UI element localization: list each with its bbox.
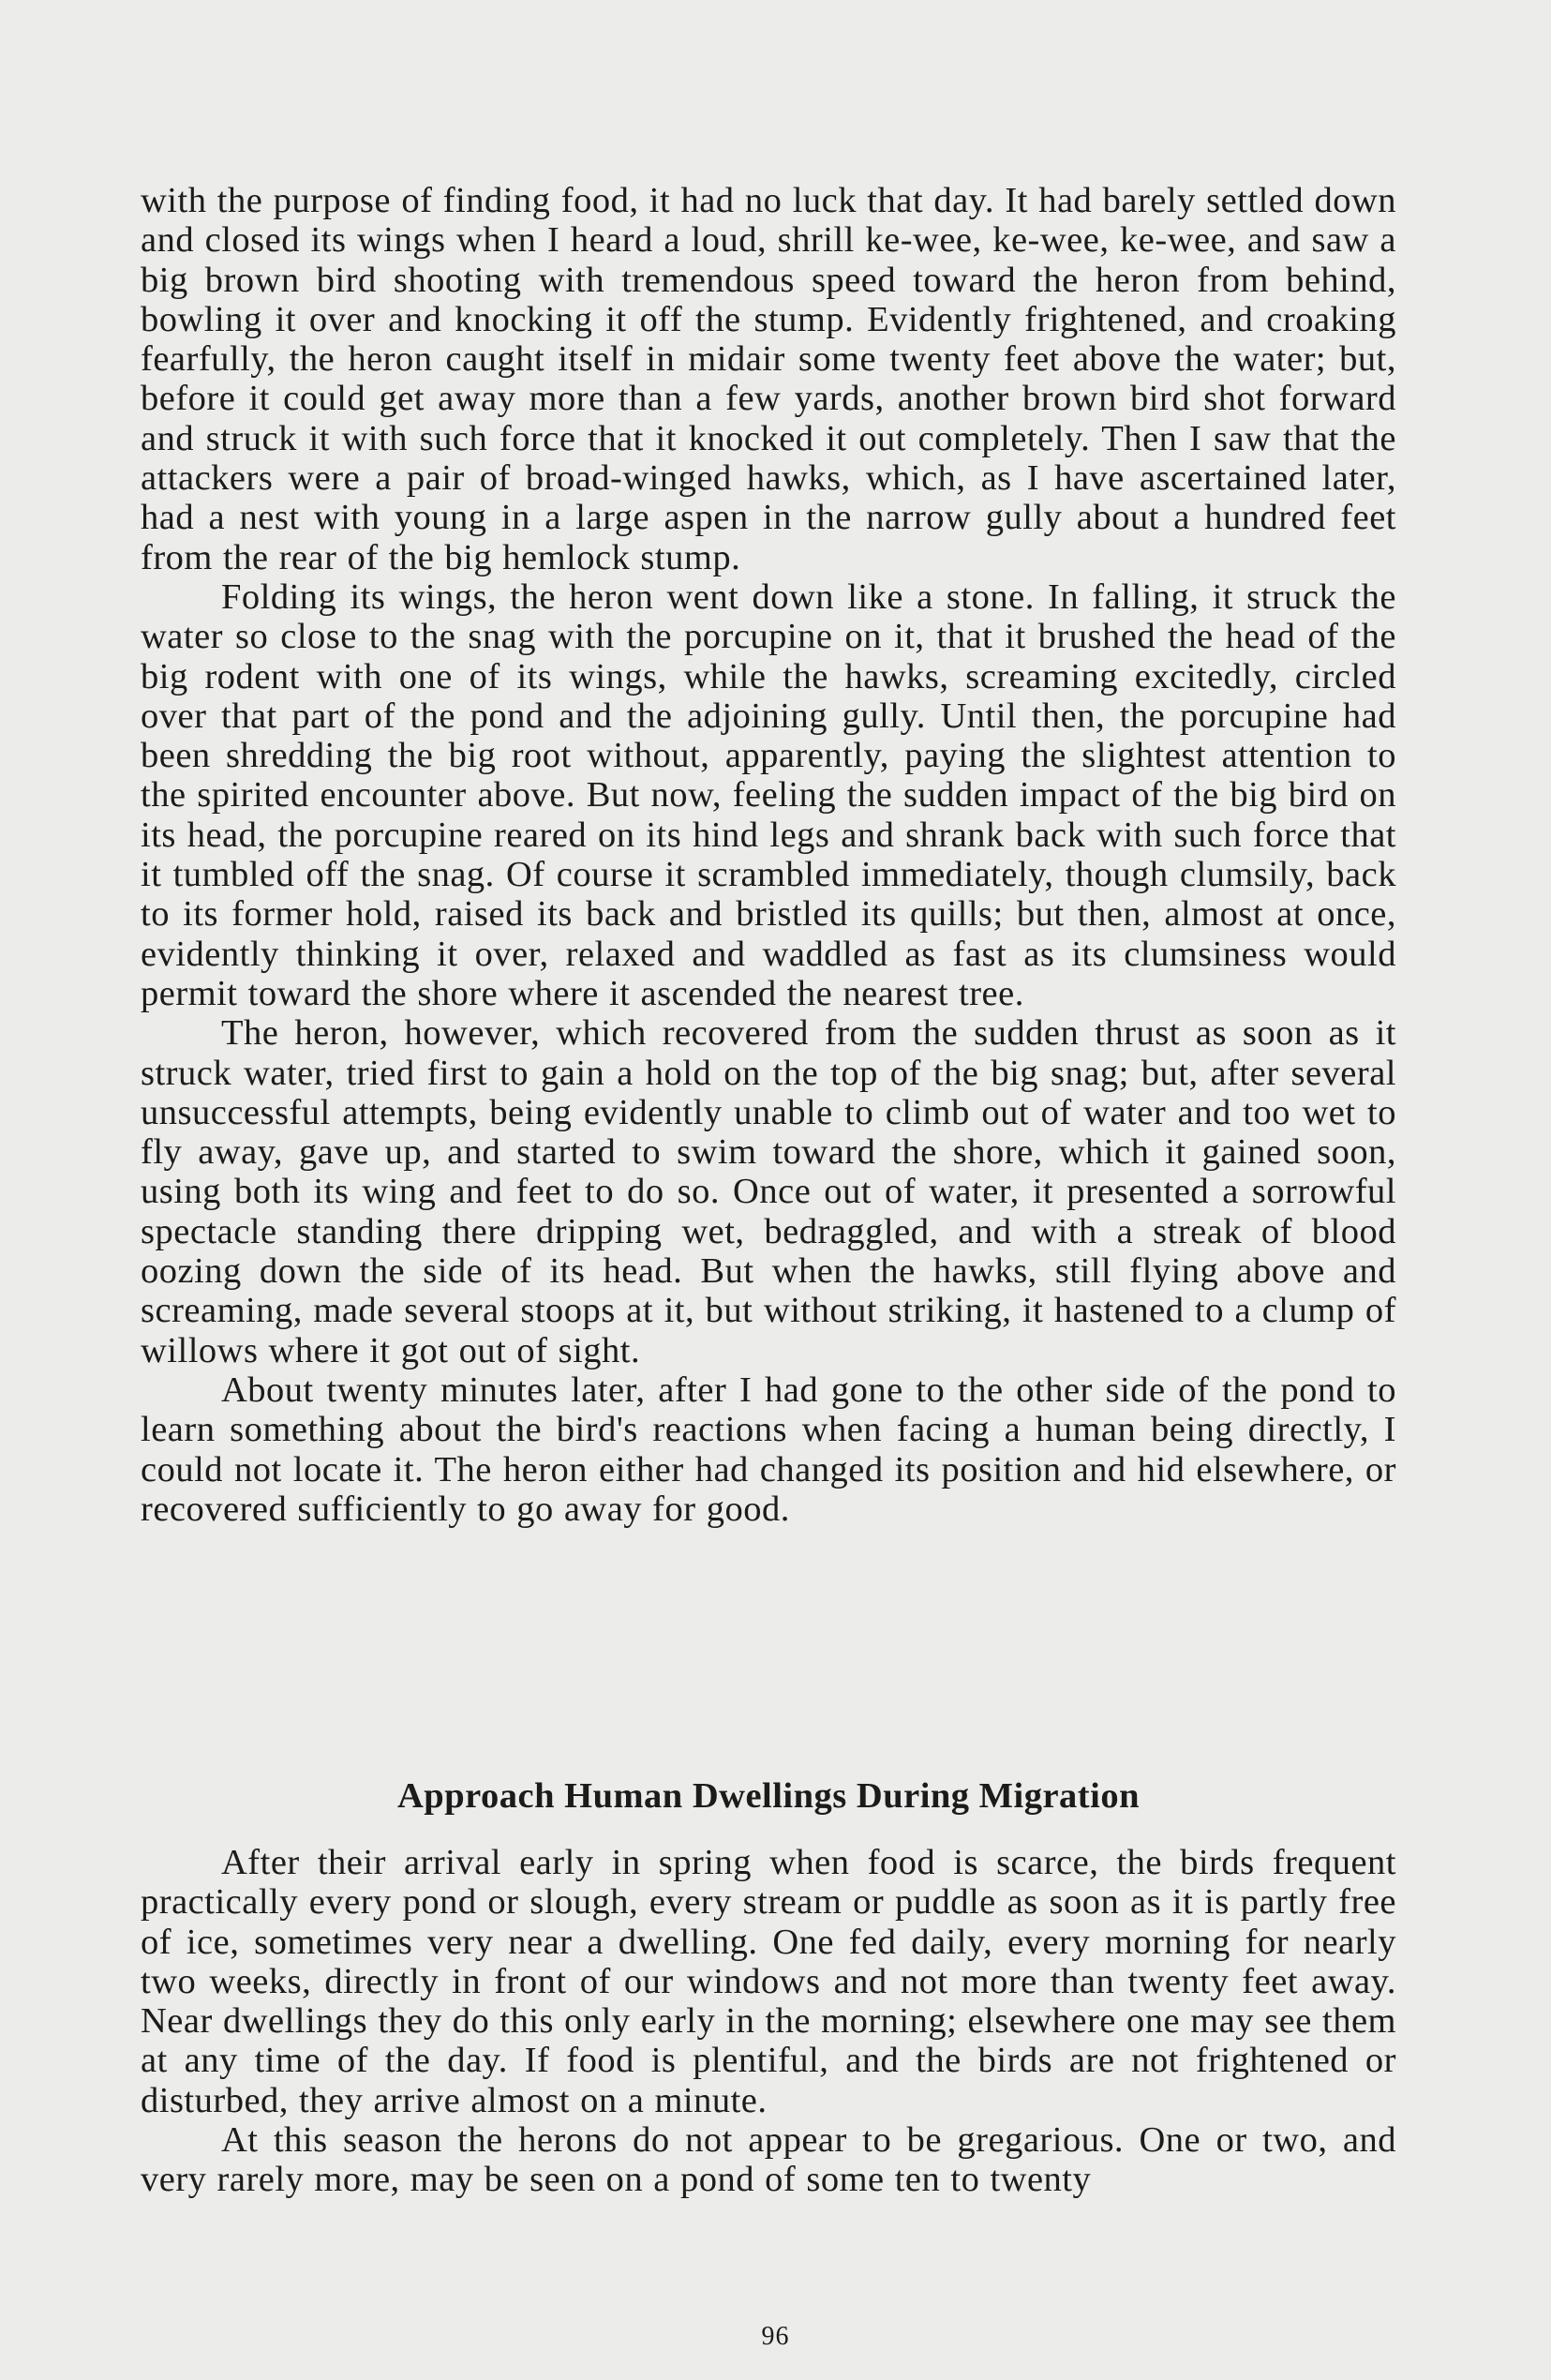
paragraph-heron-gone: About twenty minutes later, after I had gone to the other side of the pond to learn something about the bird's reactions when facing a human being directly, I could not locate it. The heron either had changed its position and hid elsewhere, or recovered sufficiently to go away for good. [141, 1370, 1396, 1529]
body-text-upper [141, 181, 1396, 1529]
page-number: 96 [761, 2322, 790, 2351]
paragraph-heron-falls: Folding its wings, the heron went down like a stone. In falling, it struck the water so close to the snag with the porcupine on it, that it brushed the head of the big rodent with one of its wings, while the hawks, screaming excitedly, circled over that part of the pond and the adjoining gully. Until then, the porcupine had been shredding the big root without, apparently, paying the slightest attention to the spirited encounter above. But now, feeling the sudden impact of the big bird on its head, the porcupine reared on its hind legs and shrank back with such force that it tumbled off the snag. Of course it scrambled immediately, though clumsily, back to its former hold, raised its back and bristled its quills; but then, almost at once, evidently thinking it over, relaxed and waddled as fast as its clumsiness would permit toward the shore where it ascended the nearest tree. [141, 576, 1396, 1013]
body-text-lower [141, 1843, 1396, 2200]
paragraph-heron-attack: with the purpose of finding food, it had no luck that day. It had barely settled down and closed its wings when I heard a loud, shrill ke-wee, ke-wee, ke-wee, and saw a big brown bird shooting with tremendous speed toward the heron from behind, bowling it over and knocking it off the stump. Evidently frightened, and croaking fearfully, the heron caught itself in midair some twenty feet above the water; but, before it could get away more than a few yards, another brown bird shot forward and struck it with such force that it knocked it out completely. Then I saw that the attackers were a pair of broad-winged hawks, which, as I have ascertained later, had a nest with young in a large aspen in the narrow gully about a hundred feet from the rear of the big hemlock stump. [141, 181, 1396, 577]
paragraph-heron-recovers: The heron, however, which recovered from the sudden thrust as soon as it struck water, tried first to gain a hold on the top of the big snag; but, after several unsuccessful attempts, being evidently unable to climb out of water and too wet to fly away, gave up, and started to swim toward the shore, which it gained soon, using both its wing and feet to do so. Once out of water, it presented a sorrowful spectacle standing there dripping wet, bedraggled, and with a streak of blood oozing down the side of its head. But when the hawks, still flying above and screaming, made several stoops at it, but without striking, it hastened to a clump of willows where it got out of sight. [141, 1013, 1396, 1370]
paragraph-spring-arrival: After their arrival early in spring when food is scarce, the birds frequent practically every pond or slough, every stream or puddle as soon as it is partly free of ice, sometimes very near a dwelling. One fed daily, every morning for nearly two weeks, directly in front of our windows and not more than twenty feet away. Near dwellings they do this only early in the morning; elsewhere one may see them at any time of the day. If food is plentiful, and the birds are not frightened or disturbed, they arrive almost on a minute. [141, 1843, 1396, 2120]
section-heading: Approach Human Dwellings During Migration [396, 1776, 1140, 1816]
paragraph-not-gregarious: At this season the herons do not appear to be gregarious. One or two, and very rarely more, may be seen on a pond of some ten to twenty [141, 2120, 1396, 2200]
